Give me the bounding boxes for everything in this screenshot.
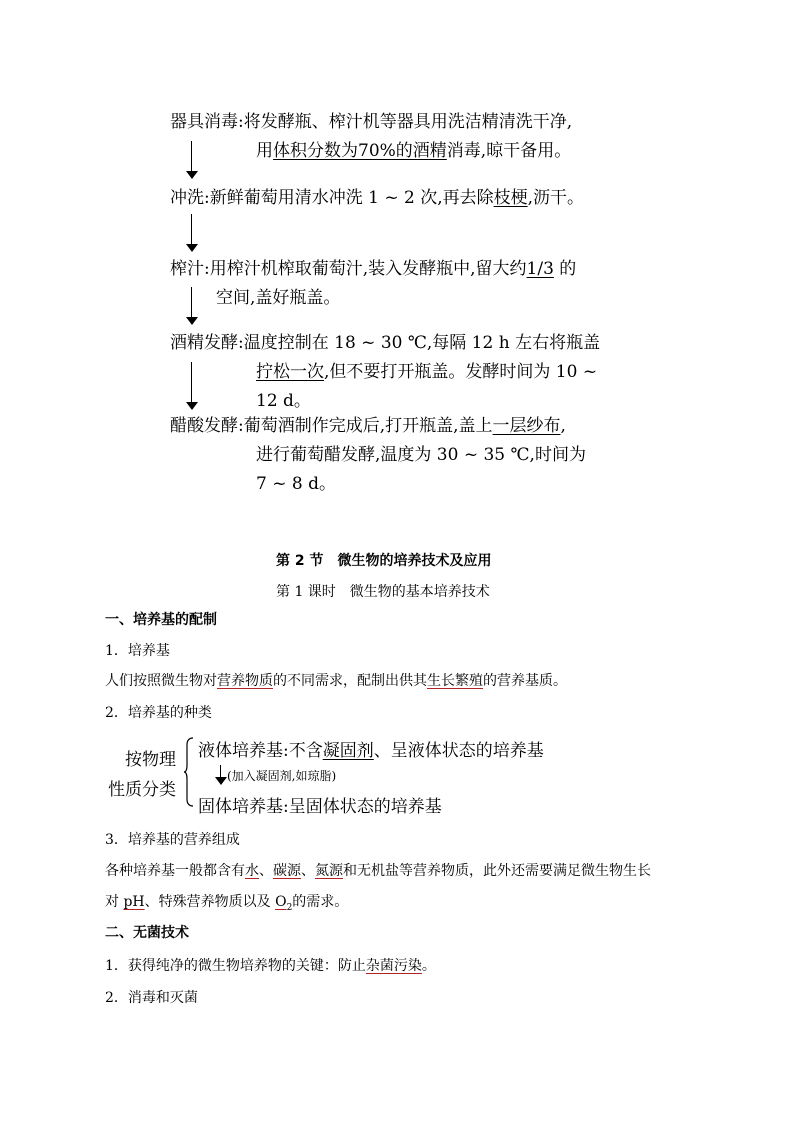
solid-medium-text: 固体培养基:呈固体状态的培养基 [198, 797, 442, 817]
down-arrow-icon [185, 214, 199, 252]
step-text: 消毒,晾干备用。 [446, 141, 572, 161]
step-text: 将发酵瓶、榨汁机等器具用洗洁精清洗干净, [243, 112, 573, 132]
paragraph-medium-definition: 人们按照微生物对营养物质的不同需求，配制出供其生长繁殖的营养基质。 [105, 673, 567, 689]
step-text: 空间,盖好瓶盖。 [216, 288, 341, 308]
step-key-term: 体积分数为70%的酒精 [273, 141, 447, 161]
arrow-note: (加入凝固剂,如琼脂) [227, 769, 337, 783]
part1-heading: 一、培养基的配制 [105, 612, 217, 628]
step-label: 酒精发酵 [170, 333, 238, 353]
curly-brace-icon [184, 737, 194, 807]
paragraph-pure-culture: 1．获得纯净的微生物培养物的关键：防止杂菌污染。 [105, 958, 436, 974]
step-label: 醋酸发酵 [170, 416, 238, 436]
down-arrow-icon [185, 141, 199, 179]
step-text: 用 [256, 141, 273, 161]
flow-step-acetic-fermentation: 醋酸发酵:葡萄酒制作完成后,打开瓶盖,盖上一层纱布, 进行葡萄醋发酵,温度为 30 ~ 35 ℃,时间为 7 ~ 8 d。 [170, 416, 586, 494]
down-arrow-icon [185, 287, 199, 325]
item-title: 3．培养基的营养组成 [105, 832, 240, 848]
step-label: 冲洗 [170, 188, 204, 208]
item-title: 2．培养基的种类 [105, 705, 212, 721]
key-term: 杂菌污染 [365, 958, 422, 974]
key-term: 碳源 [273, 863, 301, 879]
section-title: 第 2 节 微生物的培养技术及应用 [276, 553, 492, 569]
step-text: 新鲜葡萄用清水冲洗 1 ~ 2 次,再去除 [209, 188, 494, 208]
paragraph-nutrients-cont: 对 pH、特殊营养物质以及 $O_2$的需求。 [105, 894, 349, 913]
step-text: 进行葡萄醋发酵,温度为 30 ~ 35 ℃,时间为 [256, 445, 586, 465]
paragraph-nutrients: 各种培养基一般都含有水、碳源、氮源和无机盐等营养物质，此外还需要满足微生物生长 [105, 863, 651, 879]
step-text: 7 ~ 8 d。 [256, 474, 336, 494]
key-term: 营养物质 [217, 673, 273, 689]
step-key-term: 拧松一次 [256, 362, 324, 382]
key-term: 凝固剂 [322, 741, 374, 761]
step-text: 温度控制在 18 ~ 30 ℃,每隔 12 h 左右将瓶盖 [243, 333, 601, 353]
down-arrow-icon [185, 362, 199, 410]
step-label: 榨汁 [170, 259, 204, 279]
key-term: pH [123, 894, 145, 910]
part2-heading: 二、无菌技术 [105, 925, 189, 941]
step-text: ,但不要打开瓶盖。发酵时间为 10 ~ [324, 362, 598, 382]
diagram-left-label: 按物理 性质分类 [108, 750, 176, 800]
step-key-term: 一层纱布 [492, 416, 561, 436]
flow-step-juice: 榨汁:用榨汁机榨取葡萄汁,装入发酵瓶中,留大约1/3 的 空间,盖好瓶盖。 [170, 259, 577, 308]
step-key-term: 枝梗 [493, 188, 528, 208]
key-term: 生长繁殖 [427, 673, 483, 689]
down-arrow-icon [214, 765, 228, 785]
step-label: 器具消毒 [170, 112, 238, 132]
step-text: , [560, 416, 566, 436]
flow-step-alcohol-fermentation: 酒精发酵:温度控制在 18 ~ 30 ℃,每隔 12 h 左右将瓶盖 拧松一次,但不要打开瓶盖。发酵时间为 10 ~ 12 d。 [170, 333, 601, 411]
key-term: 水 [245, 863, 259, 879]
step-key-term: 1/3 [526, 259, 554, 279]
step-text: 12 d。 [256, 391, 311, 411]
step-text: ,沥干。 [527, 188, 585, 208]
key-term: $O_2$ [275, 894, 293, 913]
step-text: 的 [553, 259, 577, 279]
item-title: 1．培养基 [105, 643, 170, 659]
flow-step-disinfect: 器具消毒:将发酵瓶、榨汁机等器具用洗洁精清洗干净, 用体积分数为70%的酒精消毒,晾干备用。 [170, 112, 573, 161]
flow-step-rinse: 冲洗:新鲜葡萄用清水冲洗 1 ~ 2 次,再去除枝梗,沥干。 [170, 188, 585, 208]
liquid-medium-text: 液体培养基:不含凝固剂、呈液体状态的培养基 [198, 741, 544, 761]
step-text: 葡萄酒制作完成后,打开瓶盖,盖上 [243, 416, 493, 436]
lesson-subtitle: 第 1 课时 微生物的基本培养技术 [276, 584, 490, 600]
key-term: 氮源 [315, 863, 343, 879]
step-text: 用榨汁机榨取葡萄汁,装入发酵瓶中,留大约 [209, 259, 527, 279]
item-title: 2．消毒和灭菌 [105, 990, 198, 1006]
